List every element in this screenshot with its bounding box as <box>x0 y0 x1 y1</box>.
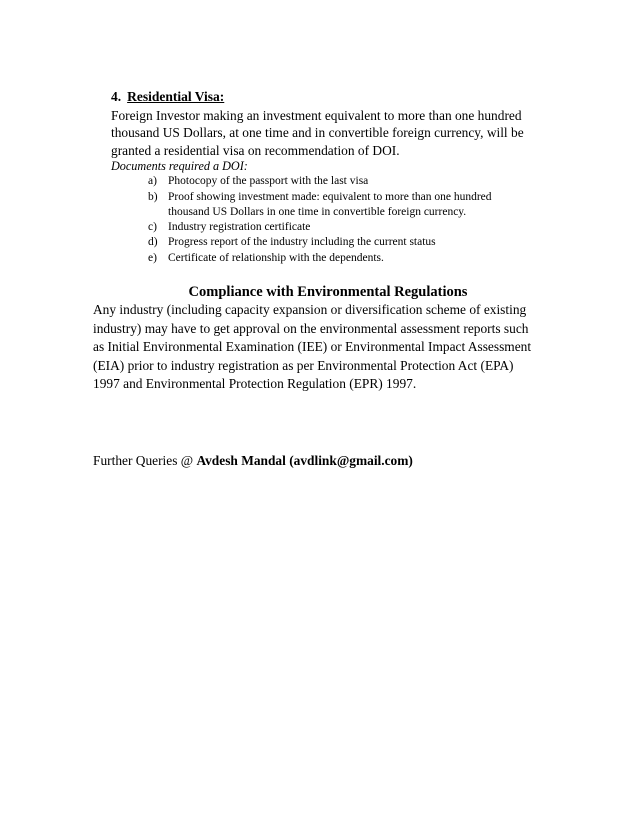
list-marker: d) <box>148 236 158 249</box>
paragraph-line: thousand US Dollars, at one time and in convertible foreign currency, will be <box>111 125 524 141</box>
list-marker: c) <box>148 221 157 234</box>
residential-visa-section <box>93 89 563 266</box>
paragraph-line: industry) may have to get approval on the environmental assessment reports such <box>93 320 529 336</box>
further-queries-line <box>93 452 413 470</box>
list-item <box>148 174 563 189</box>
paragraph-line: 1997 and Environmental Protection Regulation (EPR) 1997. <box>93 376 417 392</box>
paragraph-line: (EIA) prior to industry registration as per Environmental Protection Act (EPA) <box>93 357 514 373</box>
list-item <box>148 220 563 235</box>
list-item-text: Industry registration certificate <box>168 221 311 234</box>
documents-caption: Documents required a DOI: <box>111 159 248 174</box>
paragraph-line: as Initial Environmental Examination (IEE) or Environmental Impact Assessment <box>93 339 532 355</box>
list-item <box>148 251 563 266</box>
section-number: 4. <box>111 89 122 104</box>
list-item-text: thousand US Dollars in one time in convertible foreign currency. <box>168 205 467 218</box>
list-item-continuation <box>148 205 563 220</box>
residential-visa-paragraph <box>111 107 563 159</box>
paragraph-line: granted a residential visa on recommendation of DOI. <box>111 142 400 158</box>
queries-prefix: Further Queries @ <box>93 453 197 468</box>
list-item-text: Certificate of relationship with the dependents. <box>168 251 384 264</box>
compliance-paragraph <box>93 301 553 394</box>
documents-list <box>148 174 563 266</box>
list-item-text: Photocopy of the passport with the last visa <box>168 175 369 188</box>
list-marker: a) <box>148 175 157 188</box>
list-item <box>148 235 563 250</box>
paragraph-line: Any industry (including capacity expansion or diversification scheme of existing <box>93 302 527 317</box>
section-title: Residential Visa: <box>127 89 225 104</box>
list-item-text: Proof showing investment made: equivalent to more than one hundred <box>168 190 492 203</box>
compliance-heading: Compliance with Environmental Regulations <box>188 284 468 300</box>
list-item-text: Progress report of the industry including the current status <box>168 236 436 249</box>
environmental-compliance-section <box>93 283 553 394</box>
list-marker: b) <box>148 190 158 203</box>
paragraph-line: Foreign Investor making an investment equivalent to more than one hundred <box>111 108 522 123</box>
list-marker: e) <box>148 251 157 264</box>
residential-visa-heading <box>111 89 563 105</box>
list-item <box>148 190 563 205</box>
contact-info: Avdesh Mandal (avdlink@gmail.com) <box>196 453 413 468</box>
